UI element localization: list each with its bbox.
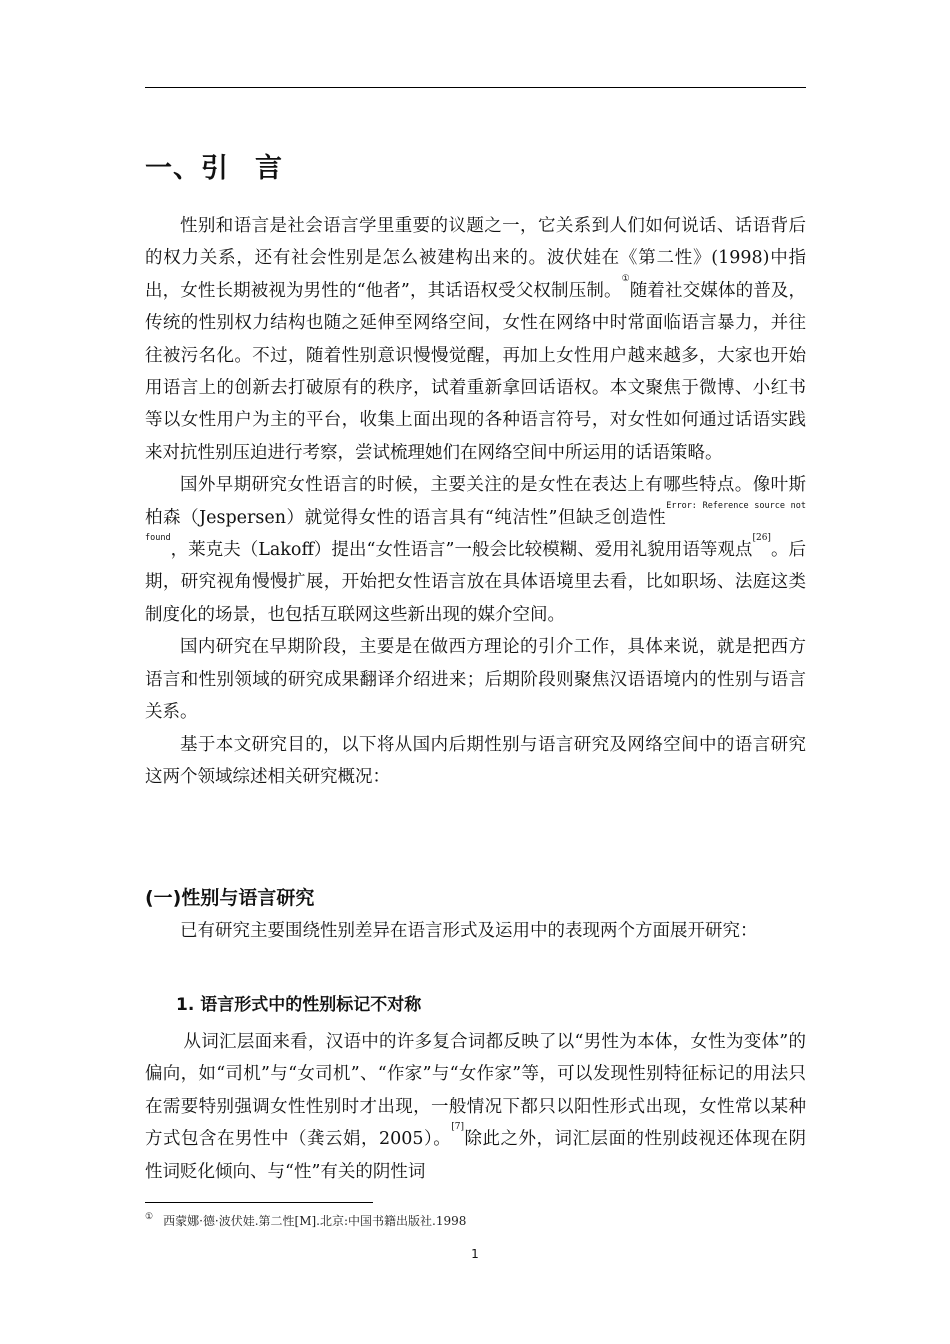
section-body bbox=[145, 915, 806, 947]
subsubsection-heading: 1. 语言形式中的性别标记不对称 bbox=[176, 995, 422, 1015]
page-number: 1 bbox=[471, 1247, 479, 1261]
footnote-text: 西蒙娜·德·波伏娃.第二性[M].北京:中国书籍出版社.1998 bbox=[163, 1214, 467, 1228]
heading-number: 一、引 bbox=[145, 153, 229, 184]
paragraph: 性别和语言是社会语言学里重要的议题之一，它关系到人们如何说话、话语背后的权力关系，还有社会性别是怎么被建构出来的。波伏娃在《第二性》(1998)中指出，女性长期被视为男性的“他者”，其话语权受父权制压制。①随着社交媒体的普及，传统的性别权力结构也随之延伸至网络空间，女性在网络中时常面临语言暴力，并往往被污名化。不过，随着性别意识慢慢觉醒，再加上女性用户越来越多，大家也开始用语言上的创新去打破原有的秩序，试着重新拿回话语权。本文聚焦于微博、小红书等以女性用户为主的平台，收集上面出现的各种语言符号，对女性如何通过话语实践来对抗性别压迫进行考察，尝试梳理她们在网络空间中所运用的话语策略。 bbox=[145, 216, 806, 463]
section-heading-introduction bbox=[145, 146, 283, 185]
intro-body bbox=[145, 210, 806, 793]
citation-ref[interactable]: [26] bbox=[752, 533, 771, 544]
subsection-heading: (一)性别与语言研究 bbox=[145, 887, 315, 909]
reference-error: Error: Reference source not found bbox=[145, 500, 806, 544]
paragraph: 基于本文研究目的，以下将从国内后期性别与语言研究及网络空间中的语言研究这两个领域综述相关研究概况： bbox=[145, 734, 806, 787]
paragraph: 从词汇层面来看，汉语中的许多复合词都反映了以“男性为本体，女性为变体”的偏向，如“司机”与“女司机”、“作家”与“女作家”等，可以发现性别特征标记的用法只在需要特别强调女性性别时才出现，一般情况下都只以阳性形式出现，女性常以某种方式包含在男性中（龚云娟，2005）。[7]除此之外，词汇层面的性别歧视还体现在阴性词贬化倾向、与“性”有关的阴性词 bbox=[145, 1032, 806, 1182]
section-body-2 bbox=[145, 1026, 806, 1188]
footnote bbox=[145, 1212, 466, 1229]
footnote-ref[interactable]: ① bbox=[621, 273, 630, 284]
footnote-mark: ① bbox=[145, 1212, 154, 1222]
header-rule bbox=[145, 87, 806, 88]
paragraph: 国内研究在早期阶段，主要是在做西方理论的引介工作，具体来说，就是把西方语言和性别领域的研究成果翻译介绍进来；后期阶段则聚焦汉语语境内的性别与语言关系。 bbox=[145, 637, 806, 723]
citation-ref[interactable]: [7] bbox=[451, 1122, 465, 1133]
paragraph: 国外早期研究女性语言的时候，主要关注的是女性在表达上有哪些特点。像叶斯柏森（Jespersen）就觉得女性的语言具有“纯洁性”但缺乏创造性$^{Error: Reference source not found}$，莱克夫（Lakoff）提出“女性语言”一般会比较模糊、爱用礼貌用语等观点[26]。后期，研究视角慢慢扩展，开始把女性语言放在具体语境里去看，比如职场、法庭这类制度化的场景，也包括互联网这些新出现的媒介空间。 bbox=[145, 475, 806, 625]
heading-text: 言 bbox=[255, 153, 283, 184]
paragraph: 已有研究主要围绕性别差异在语言形式及运用中的表现两个方面展开研究： bbox=[180, 921, 758, 941]
footnote-rule bbox=[145, 1202, 373, 1203]
